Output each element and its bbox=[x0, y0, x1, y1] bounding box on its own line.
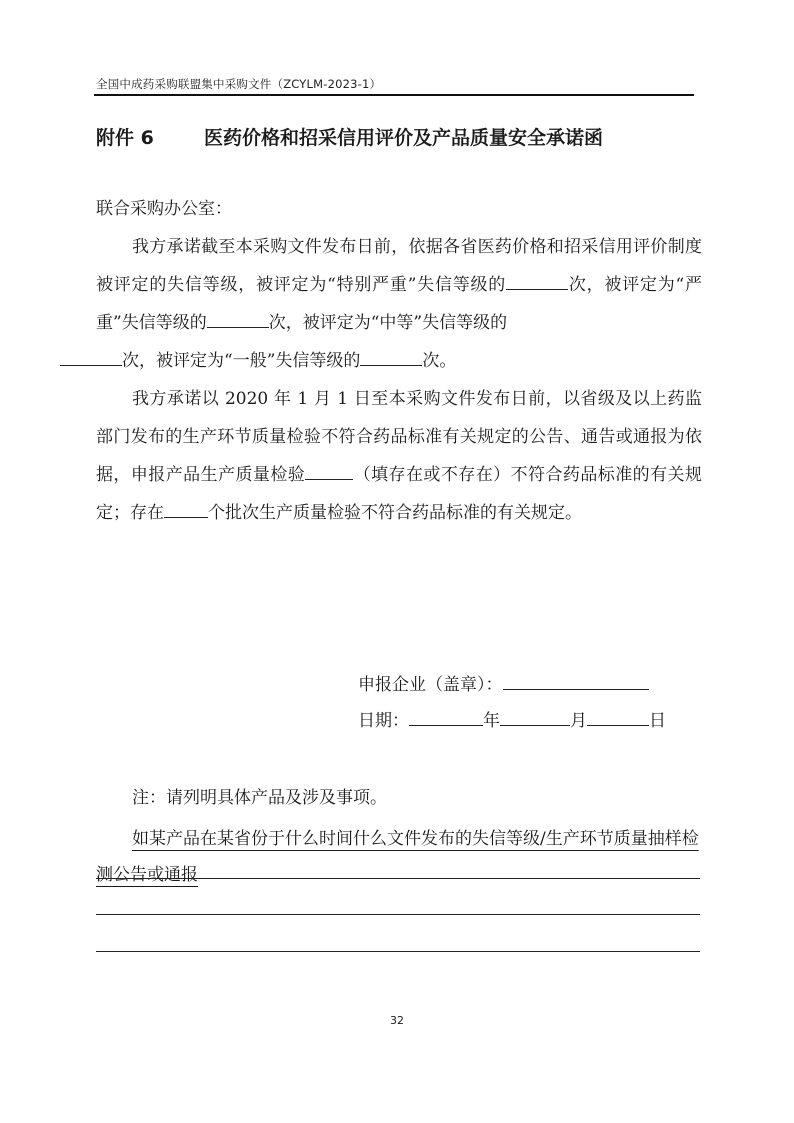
signature-date-row bbox=[358, 709, 666, 733]
fill-blank-serious[interactable] bbox=[207, 313, 269, 328]
note-line-1[interactable] bbox=[96, 878, 700, 879]
paragraph-text: 次。 bbox=[422, 351, 457, 371]
day-field[interactable] bbox=[587, 711, 649, 726]
note-label: 注：请列明具体产品及涉及事项。 bbox=[132, 788, 387, 808]
day-label: 日 bbox=[649, 711, 666, 731]
paragraph-text: 我方承诺截至本采购文件发布日前，依据各省医药价格和招采信用评价制度被评定的失信等级，被评定为“特别严重”失信等级的 bbox=[96, 237, 702, 295]
note-text: 如某产品在某省份于什么时间什么文件发布的失信等级/生产环节质量抽样检测公告或通报 bbox=[96, 829, 699, 885]
company-label: 申报企业（盖章）： bbox=[358, 675, 503, 695]
fill-blank-medium[interactable] bbox=[60, 351, 122, 366]
fill-blank-general[interactable] bbox=[360, 351, 422, 366]
paragraph-text: 个批次生产质量检验不符合药品标准的有关规定。 bbox=[208, 503, 582, 523]
fill-blank-exists[interactable] bbox=[305, 465, 353, 480]
date-label: 日期： bbox=[358, 711, 409, 731]
note-line-3[interactable] bbox=[96, 951, 700, 952]
attachment-number: 附件 6 bbox=[96, 127, 154, 149]
paragraph-text: 次，被评定为“严重”失信等级的 bbox=[96, 275, 702, 333]
page-title bbox=[96, 123, 603, 150]
year-field[interactable] bbox=[409, 711, 483, 726]
document-header: 全国中成药采购联盟集中采购文件（ZCYLM-2023-1） bbox=[96, 77, 382, 91]
month-field[interactable] bbox=[500, 711, 570, 726]
paragraph-text: 次，被评定为“中等”失信等级的 bbox=[268, 313, 508, 333]
company-seal-field[interactable] bbox=[503, 675, 649, 690]
header-rule bbox=[94, 94, 694, 96]
page-number: 32 bbox=[390, 1014, 404, 1027]
signature-company-row bbox=[358, 673, 649, 697]
paragraph-credit-rating bbox=[96, 228, 702, 380]
salutation: 联合采购办公室： bbox=[96, 199, 232, 219]
paragraph-text: （填存在或不存在）不符合药品标准的有关规定；存在 bbox=[96, 465, 702, 523]
paragraph-text: 次，被评定为“一般”失信等级的 bbox=[122, 351, 361, 371]
paragraph-quality-inspection bbox=[96, 380, 702, 532]
year-label: 年 bbox=[483, 711, 500, 731]
paragraph-text: 我方承诺以 2020 年 1 月 1 日至本采购文件发布日前，以省级及以上药监部门发布的生产环节质量检验不符合药品标准有关规定的公告、通告或通报为依据，申报产品生产质量检验 bbox=[96, 389, 702, 485]
month-label: 月 bbox=[570, 711, 587, 731]
title-text: 医药价格和招采信用评价及产品质量安全承诺函 bbox=[204, 127, 604, 149]
fill-blank-especially-serious[interactable] bbox=[506, 275, 568, 290]
note-line-2[interactable] bbox=[96, 914, 700, 915]
fill-blank-batch-count[interactable] bbox=[164, 503, 208, 518]
